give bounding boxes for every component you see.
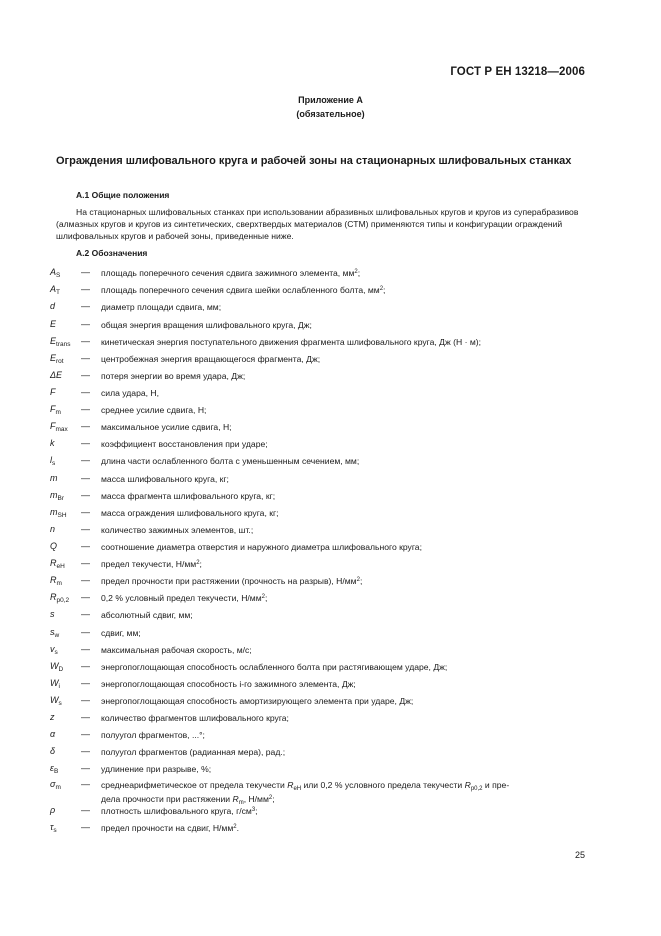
description-text: удлинение при разрыве, %; <box>101 764 212 774</box>
symbol-letter: τ <box>50 822 54 832</box>
description-text: энергопоглощающая способность i-го зажимного элемента, Дж; <box>101 679 356 689</box>
symbol-letter: Q <box>50 541 58 551</box>
symbol-letter: d <box>50 301 56 311</box>
description-text: предел текучести, Н/мм <box>101 559 197 569</box>
description-text: общая энергия вращения шлифовального круга, Дж; <box>101 320 312 330</box>
symbol <box>50 779 61 791</box>
symbol-letter: z <box>50 712 55 722</box>
symbol-letter: R <box>50 558 57 568</box>
symbol <box>50 805 55 815</box>
symbol-dash: — <box>81 336 90 346</box>
symbol-subscript: D <box>58 666 64 673</box>
symbol-dash: — <box>81 746 90 756</box>
symbol-dash: — <box>81 404 90 414</box>
symbol-letter: W <box>50 678 59 688</box>
symbol-subscript: s <box>58 700 62 707</box>
description-text: полуугол фрагментов (радианная мера), рад.; <box>101 747 286 757</box>
symbol-dash: — <box>81 712 90 722</box>
symbol-description <box>101 474 601 484</box>
symbol-subscript: T <box>56 289 60 296</box>
symbol <box>50 575 62 587</box>
description-text: полуугол фрагментов, ...°; <box>101 730 205 740</box>
symbol-letter: E <box>50 336 57 346</box>
symbol-dash: — <box>81 575 90 585</box>
symbol <box>50 507 67 519</box>
symbol-description <box>101 491 601 501</box>
symbol-letter: k <box>50 438 55 448</box>
symbol <box>50 558 65 570</box>
symbol-letter: s <box>50 609 55 619</box>
symbol-description <box>101 371 601 381</box>
description-text: количество зажимных элементов, шт.; <box>101 525 254 535</box>
symbol-dash: — <box>81 822 90 832</box>
symbol <box>50 524 55 534</box>
general-paragraph: На стационарных шлифовальных станках при использовании абразивных шлифовальных кругов и кругов из суперабразивов (алмазных кругов и кругов из синтетических, сверхтвердых материалов (СТМ) применяются типы и конфигурации ограждений шлифовальных кругов и рабочей зоны, приведенные ниже. <box>56 207 579 241</box>
symbol-dash: — <box>81 558 90 568</box>
symbol-subscript: m <box>56 580 62 587</box>
symbol-description <box>101 730 601 740</box>
symbol-description <box>101 354 601 364</box>
symbol-dash: — <box>81 284 90 294</box>
symbol-dash: — <box>81 387 90 397</box>
symbol-description <box>101 696 601 706</box>
symbol-description <box>101 456 601 466</box>
description-punctuation: . <box>236 823 239 833</box>
symbol-subscript: m <box>55 784 61 791</box>
symbol <box>50 353 64 365</box>
symbol-description <box>101 764 601 774</box>
symbol-description <box>101 542 601 552</box>
symbol-letter: ΔE <box>50 370 63 380</box>
description-text: предел прочности на сдвиг, Н/мм <box>101 823 234 833</box>
symbol-subscript: m <box>55 409 61 416</box>
unit-exponent: 2 <box>261 594 265 600</box>
symbol-letter: v <box>50 644 55 654</box>
page-number: 25 <box>574 850 585 860</box>
symbol <box>50 490 64 502</box>
symbol-description <box>101 559 601 569</box>
symbol <box>50 644 58 656</box>
section-heading-general: А.1 Общие положения <box>76 190 170 200</box>
symbol-description <box>101 593 601 603</box>
symbol-dash: — <box>81 319 90 329</box>
symbol <box>50 541 57 551</box>
symbol-letter: E <box>50 319 57 329</box>
symbol-letter: l <box>50 455 52 465</box>
symbol-subscript: w <box>54 632 60 639</box>
description-text: масса шлифовального круга, кг; <box>101 474 229 484</box>
symbol-description <box>101 628 601 638</box>
description-text: масса фрагмента шлифовального круга, кг; <box>101 491 276 501</box>
unit-exponent: 2 <box>379 286 384 292</box>
symbol-subscript: s <box>53 827 57 834</box>
description-text: потеря энергии во время удара, Дж; <box>101 371 246 381</box>
description-text: 0,2 % условный предел текучести, Н/мм <box>101 593 262 603</box>
symbol <box>50 421 68 433</box>
symbol-description <box>101 662 601 672</box>
description-text: среднее усилие сдвига, Н; <box>101 405 207 415</box>
symbol-dash: — <box>81 695 90 705</box>
symbol-subscript: eH <box>56 563 65 570</box>
description-text: предел прочности при растяжении (прочность на разрыв), Н/мм <box>101 576 357 586</box>
appendix-title: Приложение А <box>298 95 363 105</box>
symbol-letter: α <box>50 729 56 739</box>
symbol-letter: E <box>50 353 57 363</box>
symbol-description <box>101 439 601 449</box>
description-text: масса ограждения шлифовального круга, кг; <box>101 508 279 518</box>
unit-exponent: 2 <box>356 577 360 583</box>
symbol <box>50 336 70 348</box>
symbol-dash: — <box>81 763 90 773</box>
description-punctuation: ; <box>199 559 202 569</box>
symbol <box>50 284 60 296</box>
description-text: центробежная энергия вращающегося фрагмента, Дж; <box>101 354 321 364</box>
symbol-description <box>101 422 601 432</box>
symbol-description <box>101 320 601 330</box>
symbol-dash: — <box>81 490 90 500</box>
symbol <box>50 301 55 311</box>
description-punctuation: ; <box>383 285 386 295</box>
symbol <box>50 455 55 467</box>
symbol-dash: — <box>81 627 90 637</box>
symbol-dash: — <box>81 421 90 431</box>
description-punctuation: ; <box>255 806 258 816</box>
symbol <box>50 712 55 722</box>
description-punctuation: ; <box>357 268 361 278</box>
symbol-subscript: trans <box>56 341 71 348</box>
description-text: плотность шлифовального круга, г/см <box>101 806 252 816</box>
symbol <box>50 438 55 448</box>
description-text: абсолютный сдвиг, мм; <box>101 610 193 620</box>
symbol-letter: W <box>50 695 59 705</box>
symbol <box>50 387 56 397</box>
description-text: количество фрагментов шлифовального круга; <box>101 713 289 723</box>
appendix-status: (обязательное) <box>296 109 365 119</box>
symbol-dash: — <box>81 729 90 739</box>
symbol <box>50 404 61 416</box>
unit-exponent: 2 <box>196 560 200 566</box>
description-text: коэффициент восстановления при ударе; <box>101 439 268 449</box>
document-id-header: ГОСТ Р ЕН 13218—2006 <box>450 66 585 78</box>
symbol <box>50 822 57 834</box>
symbol-description <box>101 388 601 398</box>
symbol-dash: — <box>81 592 90 602</box>
page-title: Ограждения шлифовального круга и рабочей зоны на стационарных шлифовальных станках <box>56 155 572 167</box>
symbol-description <box>101 508 601 518</box>
symbol-dash: — <box>81 541 90 551</box>
symbol <box>50 592 69 604</box>
symbol-subscript: B <box>53 768 59 775</box>
symbol-letter: A <box>50 267 57 277</box>
symbol-description <box>101 806 601 816</box>
symbol-letter: ε <box>50 763 54 773</box>
symbol-dash: — <box>81 301 90 311</box>
symbol-subscript: S <box>56 272 61 279</box>
symbol-dash: — <box>81 438 90 448</box>
description-punctuation: ; <box>359 576 363 586</box>
symbol-dash: — <box>81 524 90 534</box>
symbol-letter: σ <box>50 779 56 789</box>
symbol-dash: — <box>81 805 90 815</box>
symbol-letter: n <box>50 524 56 534</box>
symbol <box>50 473 58 483</box>
symbol-subscript: p0,2 <box>56 597 70 604</box>
symbol-description: среднеарифметическое от предела текучести $R_{eH}$ или 0,2 % условного предела текучести $R_{p0,2}$ и пре- дела прочности при растяжении $R_m$, $Н/мм^2$; <box>101 780 510 806</box>
symbol-dash: — <box>81 661 90 671</box>
symbol <box>50 695 62 707</box>
symbol-description <box>101 823 601 833</box>
symbol-letter: s <box>50 627 55 637</box>
description-text: площадь поперечного сечения сдвига зажимного элемента, мм <box>101 268 355 278</box>
description-text: энергопоглощающая способность амортизирующего элемента при ударе, Дж; <box>101 696 414 706</box>
description-text: максимальная рабочая скорость, м/с; <box>101 645 252 655</box>
symbol-letter: ρ <box>50 805 56 815</box>
symbol-dash: — <box>81 267 90 277</box>
symbol-subscript: s <box>52 460 56 467</box>
symbol-letter: m <box>50 507 58 517</box>
description-text: соотношение диаметра отверстия и наружного диаметра шлифовального круга; <box>101 542 422 552</box>
symbol-letter: F <box>50 421 56 431</box>
symbol-description <box>101 610 601 620</box>
description-text: кинетическая энергия поступательного движения фрагмента шлифовального круга, Дж (Н · м); <box>101 337 481 347</box>
description-text: длина части ослабленного болта с уменьшенным сечением, мм; <box>101 456 360 466</box>
symbol-letter: m <box>50 490 58 500</box>
symbol-letter: F <box>50 404 56 414</box>
symbol-description <box>101 645 601 655</box>
symbol-description <box>101 285 601 295</box>
description-text: энергопоглощающая способность ослабленного болта при растягивающем ударе, Дж; <box>101 662 448 672</box>
symbol-letter: F <box>50 387 56 397</box>
symbol <box>50 267 60 279</box>
symbol-dash: — <box>81 644 90 654</box>
symbol-dash: — <box>81 507 90 517</box>
symbol-dash: — <box>81 473 90 483</box>
symbol-description <box>101 747 601 757</box>
unit-exponent: 2 <box>233 824 237 830</box>
symbol-description <box>101 679 601 689</box>
symbol-letter: δ <box>50 746 56 756</box>
symbol-dash: — <box>81 455 90 465</box>
symbol <box>50 678 60 690</box>
symbol-subscript: SH <box>57 512 67 519</box>
symbol-letter: m <box>50 473 58 483</box>
symbol-dash: — <box>81 370 90 380</box>
unit-exponent: 2 <box>354 269 358 275</box>
symbol-description <box>101 713 601 723</box>
symbol-subscript: i <box>58 683 60 690</box>
symbol <box>50 746 55 756</box>
symbol <box>50 609 55 619</box>
symbol-description <box>101 405 601 415</box>
symbol-description <box>101 302 601 312</box>
symbol <box>50 370 62 380</box>
symbol-dash: — <box>81 678 90 688</box>
symbol-letter: R <box>50 575 57 585</box>
symbol-dash: — <box>81 779 90 789</box>
symbol-description <box>101 337 601 347</box>
symbol-subscript: max <box>55 426 68 433</box>
symbol <box>50 319 56 329</box>
symbol-description <box>101 268 601 278</box>
description-text: сдвиг, мм; <box>101 628 141 638</box>
description-text: сила удара, Н, <box>101 388 160 398</box>
symbol-letter: W <box>50 661 59 671</box>
unit-exponent: 3 <box>251 807 256 813</box>
symbol <box>50 729 55 739</box>
description-text: максимальное усилие сдвига, Н; <box>101 422 232 432</box>
symbol <box>50 627 59 639</box>
symbol-dash: — <box>81 609 90 619</box>
description-text: диаметр площади сдвига, мм; <box>101 302 222 312</box>
symbol-subscript: s <box>54 649 58 656</box>
description-punctuation: ; <box>264 593 268 603</box>
description-text: площадь поперечного сечения сдвига шейки ослабленного болта, мм <box>101 285 380 295</box>
symbol-letter: A <box>50 284 57 294</box>
symbol-subscript: Br <box>57 495 64 502</box>
symbol <box>50 763 58 775</box>
symbol-dash: — <box>81 353 90 363</box>
symbol-description <box>101 525 601 535</box>
symbol-subscript: rot <box>56 358 64 365</box>
symbol-description <box>101 576 601 586</box>
symbol <box>50 661 63 673</box>
section-heading-notation: А.2 Обозначения <box>76 248 148 258</box>
symbol-letter: R <box>50 592 57 602</box>
